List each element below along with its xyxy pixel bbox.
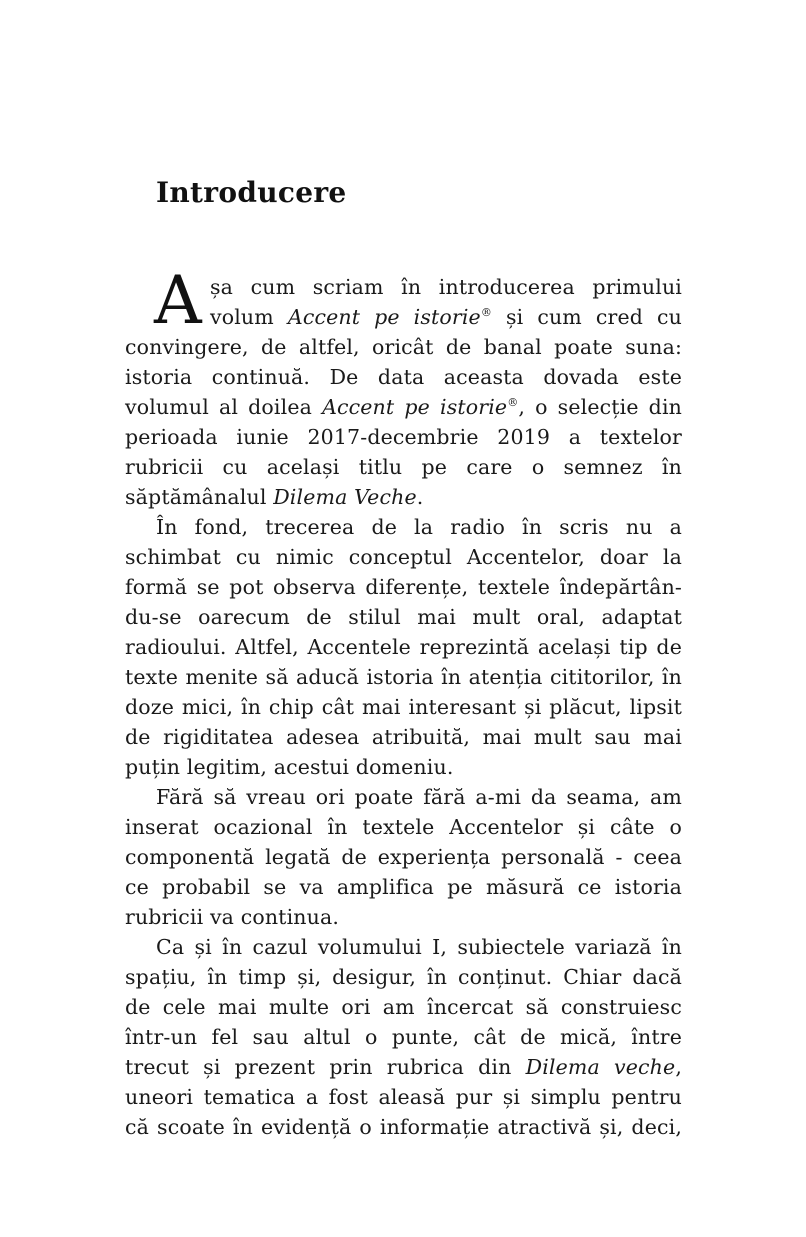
text-line: doze mici, în chip cât mai interesant și plăcut, lipsit (125, 695, 682, 719)
text-line: săptămânalul Dilema Veche. (125, 485, 424, 509)
text-line: volumul al doilea Accent pe istorie®, o selecție din (125, 395, 683, 419)
text-line: du-se oarecum de stilul mai mult oral, adaptat (125, 605, 682, 629)
text-line: În fond, trecerea de la radio în scris nu a (156, 515, 682, 539)
registered-mark: ® (507, 396, 519, 409)
text-line: rubricii va continua. (125, 905, 340, 929)
text-line: componentă legată de experiența personală - ceea (125, 845, 682, 869)
text-line: texte menite să aducă istoria în atenția cititorilor, în (125, 665, 682, 689)
text-line: schimbat cu nimic conceptul Accentelor, doar la (125, 545, 682, 569)
text-line: într-un fel sau altul o punte, cât de mică, între (125, 1025, 682, 1049)
paragraph (125, 512, 682, 782)
text-line: șa cum scriam în introducerea primului (210, 275, 682, 299)
italic-title: Accent pe istorie (322, 395, 508, 419)
text-line: inserat ocazional în textele Accentelor și câte o (125, 815, 682, 839)
text-line: trecut și prezent prin rubrica din Dilema veche, (125, 1055, 682, 1079)
italic-title: Dilema veche (525, 1055, 676, 1079)
text-line: istoria continuă. De data aceasta dovada este (125, 365, 682, 389)
text-line: perioada iunie 2017-decembrie 2019 a textelor (125, 425, 682, 449)
text-line: spațiu, în timp și, desigur, în conținut. Chiar dacă (125, 965, 682, 989)
paragraph (125, 782, 682, 932)
italic-title: Accent pe istorie (287, 305, 481, 329)
text-line: rubricii cu același titlu pe care o semnez în (125, 455, 682, 479)
text-line: convingere, de altfel, oricât de banal poate suna: (125, 335, 682, 359)
text-line: Fără să vreau ori poate fără a-mi da seama, am (156, 785, 682, 809)
text-line: formă se pot observa diferențe, textele îndepărtân- (125, 575, 682, 599)
text-line: de rigiditatea adesea atribuită, mai mult sau mai (125, 725, 682, 749)
text-line: că scoate în evidență o informație atractivă și, deci, (125, 1115, 682, 1139)
text-line: uneori tematica a fost aleasă pur și simplu pentru (125, 1085, 682, 1109)
text-line: ce probabil se va amplifica pe măsură ce istoria (125, 875, 682, 899)
chapter-heading: Introducere (156, 176, 347, 209)
text-line: radioului. Altfel, Accentele reprezintă același tip de (125, 635, 682, 659)
body-text (125, 262, 683, 1142)
paragraph (125, 262, 683, 512)
registered-mark: ® (480, 306, 492, 319)
text-line: volum Accent pe istorie® și cum cred cu (210, 305, 682, 329)
text-line: Ca și în cazul volumului I, subiectele variază în (156, 935, 682, 959)
drop-cap: A (154, 262, 202, 339)
italic-title: Dilema Veche (273, 485, 417, 509)
text-line: de cele mai multe ori am încercat să construiesc (125, 995, 682, 1019)
text-line: puțin legitim, acestui domeniu. (125, 755, 454, 779)
paragraph (125, 932, 682, 1142)
